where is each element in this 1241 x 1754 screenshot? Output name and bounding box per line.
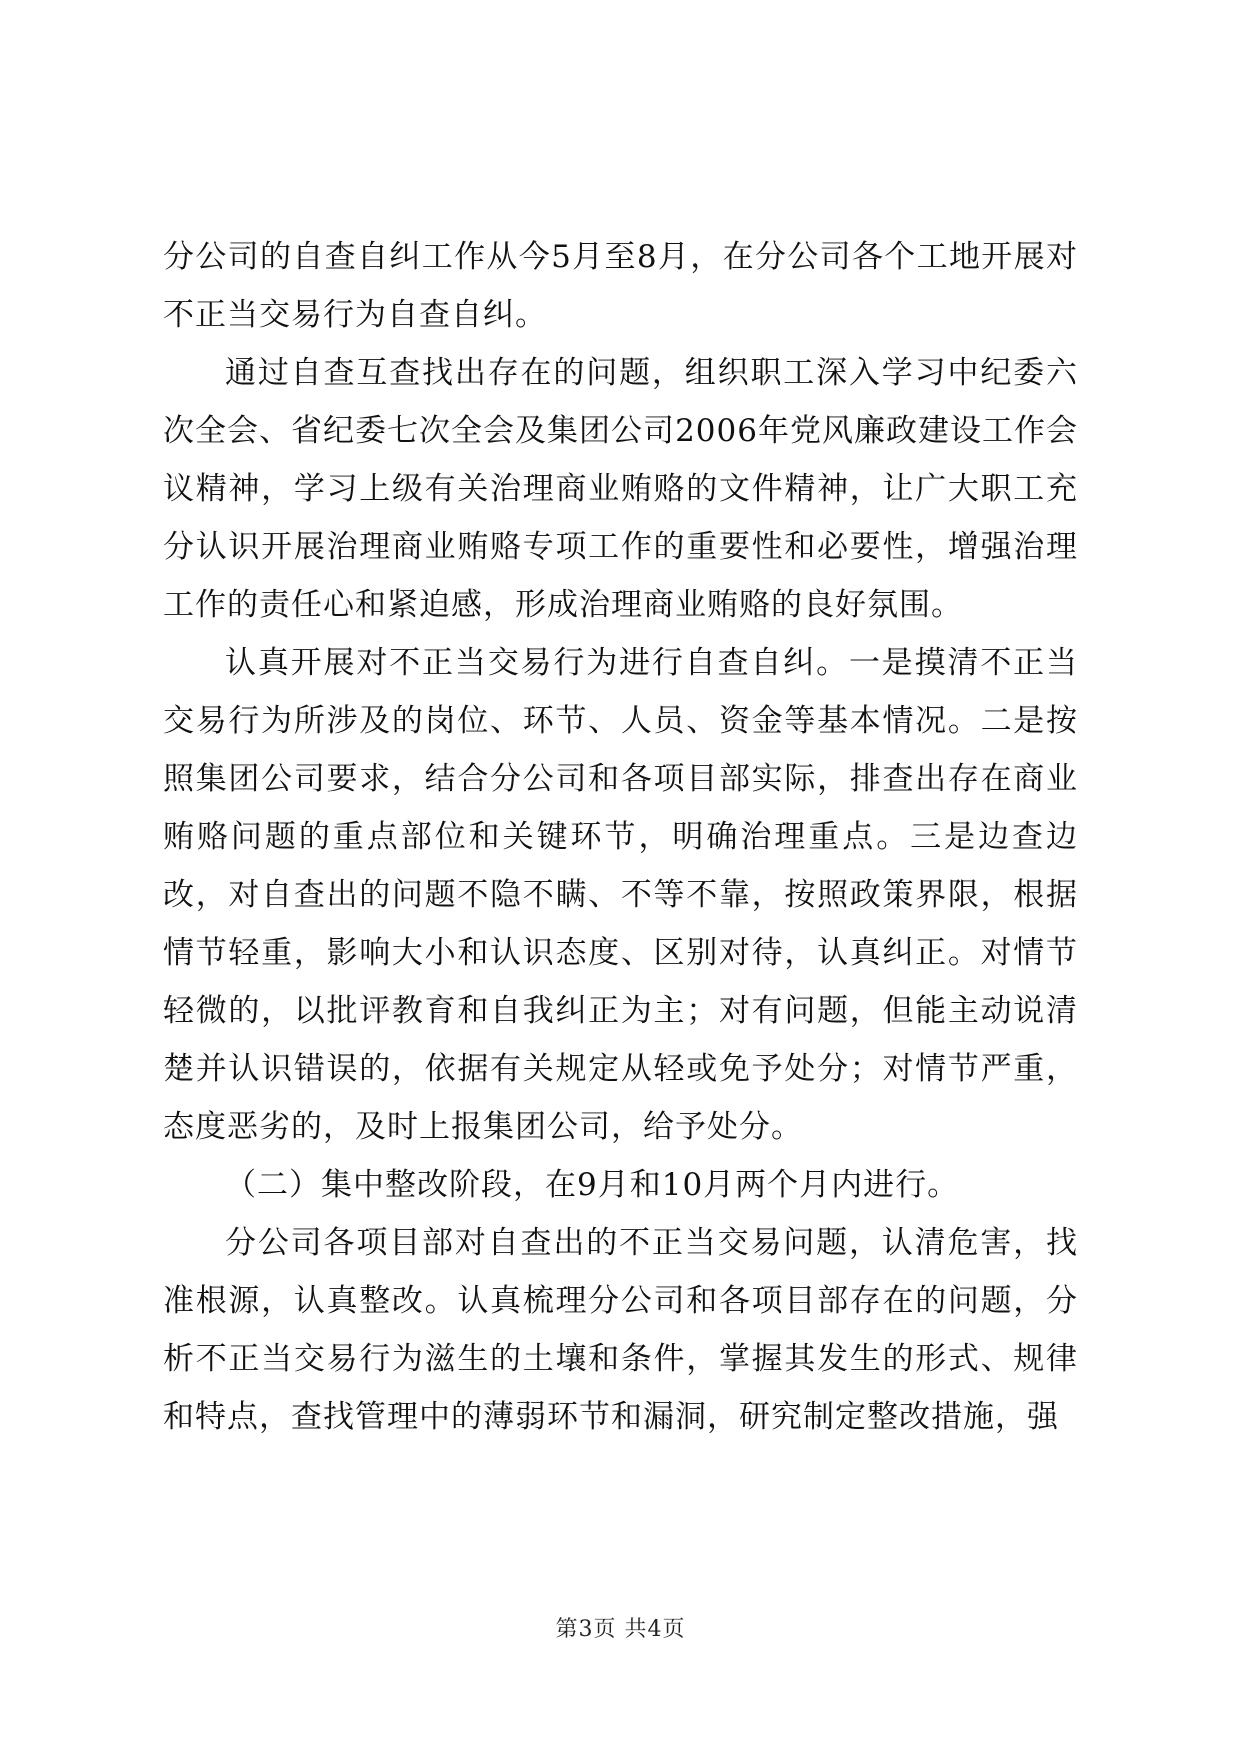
paragraph-2: 通过自查互查找出存在的问题，组织职工深入学习中纪委六次全会、省纪委七次全会及集团公司2006年党风廉政建设工作会议精神，学习上级有关治理商业贿赂的文件精神，让广大职工充分认识开展治理商业贿赂专项工作的重要性和必要性，增强治理工作的责任心和紧迫感，形成治理商业贿赂的良好氛围。 (163, 355, 1078, 623)
section-heading-2: （二）集中整改阶段，在9月和10月两个月内进行。 (225, 1167, 960, 1203)
paragraph-4: 分公司各项目部对自查出的不正当交易问题，认清危害，找准根源，认真整改。认真梳理分公司和各项目部存在的问题，分析不正当交易行为滋生的土壤和条件，掌握其发生的形式、规律和特点，查找管理中的薄弱环节和漏洞，研究制定整改措施，强 (163, 1225, 1078, 1435)
page-footer: 第3页 共4页 (555, 1617, 686, 1642)
document-body (163, 228, 1078, 1446)
paragraph-3: 认真开展对不正当交易行为进行自查自纠。一是摸清不正当交易行为所涉及的岗位、环节、人员、资金等基本情况。二是按照集团公司要求，结合分公司和各项目部实际，排查出存在商业贿赂问题的重点部位和关键环节，明确治理重点。三是边查边改，对自查出的问题不隐不瞒、不等不靠，按照政策界限，根据情节轻重，影响大小和认识态度、区别对待，认真纠正。对情节轻微的，以批评教育和自我纠正为主；对有问题，但能主动说清楚并认识错误的，依据有关规定从轻或免予处分；对情节严重，态度恶劣的，及时上报集团公司，给予处分。 (163, 645, 1078, 1145)
paragraph-1: 分公司的自查自纠工作从今5月至8月，在分公司各个工地开展对不正当交易行为自查自纠。 (163, 239, 1078, 333)
